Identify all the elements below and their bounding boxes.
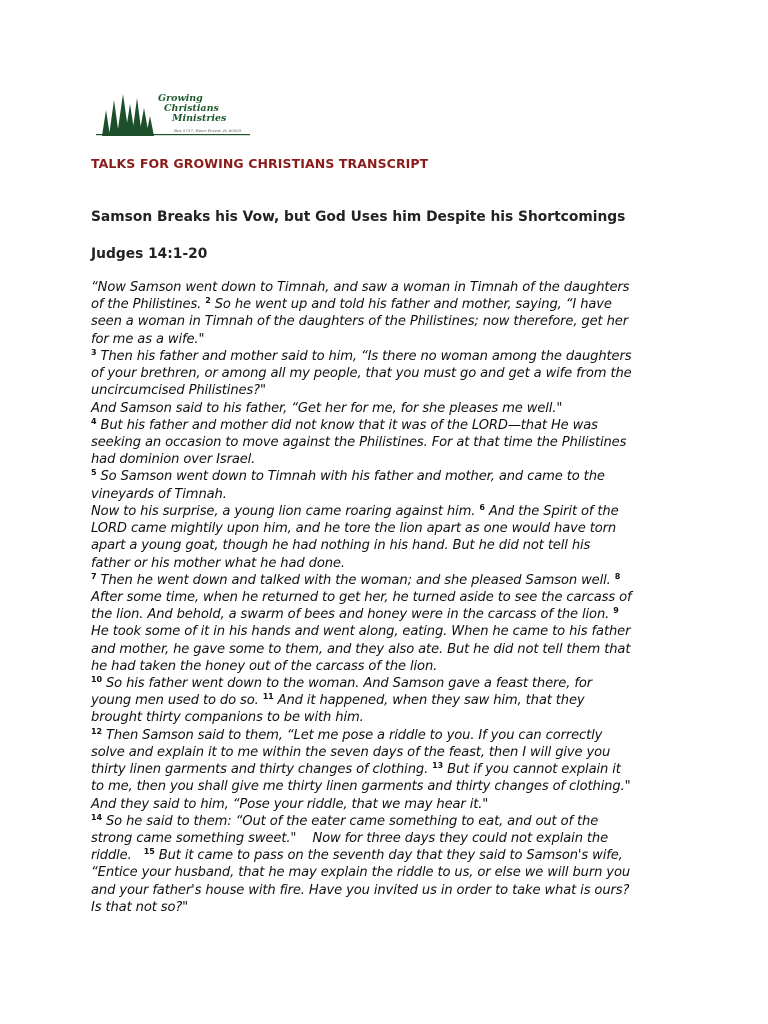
verse-number: 8 — [614, 571, 621, 581]
logo-line-2: Christians — [164, 103, 219, 114]
ministry-logo — [92, 90, 254, 140]
verse-number: 12 — [91, 726, 102, 736]
scripture-line: of your brethren, or among all my people, that you must go and get a wife from the — [91, 366, 632, 382]
scripture-line: And they said to him, “Pose your riddle, that we may hear it." — [91, 796, 489, 812]
scripture-line: vineyards of Timnah. — [91, 486, 227, 502]
verse-number: 6 — [479, 502, 485, 512]
scripture-line: $^{14}$ So he said to them: “Out of the eater came something to eat, and out of the — [91, 812, 599, 829]
scripture-line: seen a woman in Timnah of the daughters of the Philistines; now therefore, get her — [91, 314, 628, 330]
verse-number: 7 — [91, 571, 97, 581]
scripture-line: $^{10}$ So his father went down to the woman. And Samson gave a feast there, for — [91, 675, 592, 692]
scripture-line: apart a young goat, though he had nothing in his hand. But he did not tell his — [91, 538, 591, 554]
verse-number: 4 — [91, 416, 97, 426]
scripture-line: had dominion over Israel. — [91, 452, 256, 468]
verse-number: 13 — [432, 761, 444, 771]
logo-line-3: Ministries — [172, 113, 227, 124]
verse-number: 14 — [91, 812, 102, 822]
verse-number: 5 — [91, 468, 97, 478]
scripture-reference: Judges 14:1-20 — [91, 246, 208, 262]
scripture-line: to me, then you shall give me thirty linen garments and thirty changes of clothing." — [91, 779, 631, 795]
scripture-line: And Samson said to his father, “Get her for me, for she pleases me well." — [91, 400, 563, 416]
scripture-line: for me as a wife." — [91, 331, 205, 347]
scripture-line: thirty linen garments and thirty changes of clothing. $^{13}$ But if you cannot explain it — [91, 761, 621, 778]
scripture-line: He took some of it in his hands and went along, eating. When he came to his father — [91, 624, 631, 640]
scripture-line: the lion. And behold, a swarm of bees and honey were in the carcass of the lion. $^9$ — [91, 606, 619, 623]
logo-line-1: Growing — [158, 93, 203, 104]
scripture-line: seeking an occasion to move against the Philistines. For at that time the Philistines — [91, 434, 627, 450]
scripture-line: $^3$ Then his father and mother said to him, “Is there no woman among the daughters — [91, 347, 632, 364]
scripture-line: of the Philistines. $^2$ So he went up and told his father and mother, saying, “I have — [91, 296, 612, 313]
verse-number: 11 — [262, 692, 274, 702]
scripture-line: $^5$ So Samson went down to Timnah with his father and mother, and came to the — [91, 468, 605, 485]
scripture-line: and mother, he gave some to them, and they also ate. But he did not tell them that — [91, 641, 631, 657]
verse-number: 10 — [91, 675, 102, 685]
scripture-line: strong came something sweet." Now for three days they could not explain the — [91, 831, 609, 846]
scripture-line: father or his mother what he had done. — [91, 555, 345, 571]
scripture-line: $^{12}$ Then Samson said to them, “Let me pose a riddle to you. If you can correctly — [91, 726, 603, 743]
logo-wordmark — [158, 94, 226, 124]
scripture-line: “Entice your husband, that he may explain the riddle to us, or else we will burn you — [91, 865, 631, 881]
scripture-line: and your father's house with fire. Have you invited us in order to take what is ours? — [91, 882, 630, 898]
scripture-line: riddle. $^{15}$ But it came to pass on the seventh day that they said to Samson's wife, — [91, 847, 623, 864]
scripture-line: solve and explain it to me within the seven days of the feast, then I will give you — [91, 744, 611, 760]
verse-number: 9 — [613, 606, 619, 616]
verse-number: 15 — [143, 847, 155, 857]
verse-number: 3 — [91, 347, 97, 357]
scripture-line: After some time, when he returned to get her, he turned aside to see the carcass of — [91, 589, 632, 605]
scripture-line: uncircumcised Philistines?" — [91, 383, 266, 399]
sermon-title: Samson Breaks his Vow, but God Uses him Despite his Shortcomings — [91, 209, 626, 225]
logo-address: Box 5737, River Forest, IL 60305 — [174, 128, 242, 133]
scripture-line: LORD came mightily upon him, and he tore the lion apart as one would have torn — [91, 521, 617, 537]
scripture-line: $^7$ Then he went down and talked with the woman; and she pleased Samson well. $^8$ — [91, 571, 621, 588]
transcript-heading: TALKS FOR GROWING CHRISTIANS TRANSCRIPT — [91, 156, 429, 171]
verse-number: 2 — [205, 296, 211, 306]
scripture-line: $^4$ But his father and mother did not know that it was of the LORD—that He was — [91, 416, 598, 433]
scripture-line: Now to his surprise, a young lion came roaring against him. $^6$ And the Spirit of the — [91, 502, 619, 519]
scripture-line: he had taken the honey out of the carcass of the lion. — [91, 658, 438, 674]
scripture-passage — [91, 279, 687, 916]
scripture-line: young men used to do so. $^{11}$ And it happened, when they saw him, that they — [91, 692, 585, 709]
scripture-line: “Now Samson went down to Timnah, and saw a woman in Timnah of the daughters — [91, 280, 630, 295]
scripture-line: brought thirty companions to be with him. — [91, 710, 364, 726]
scripture-line: Is that not so?" — [91, 899, 189, 915]
